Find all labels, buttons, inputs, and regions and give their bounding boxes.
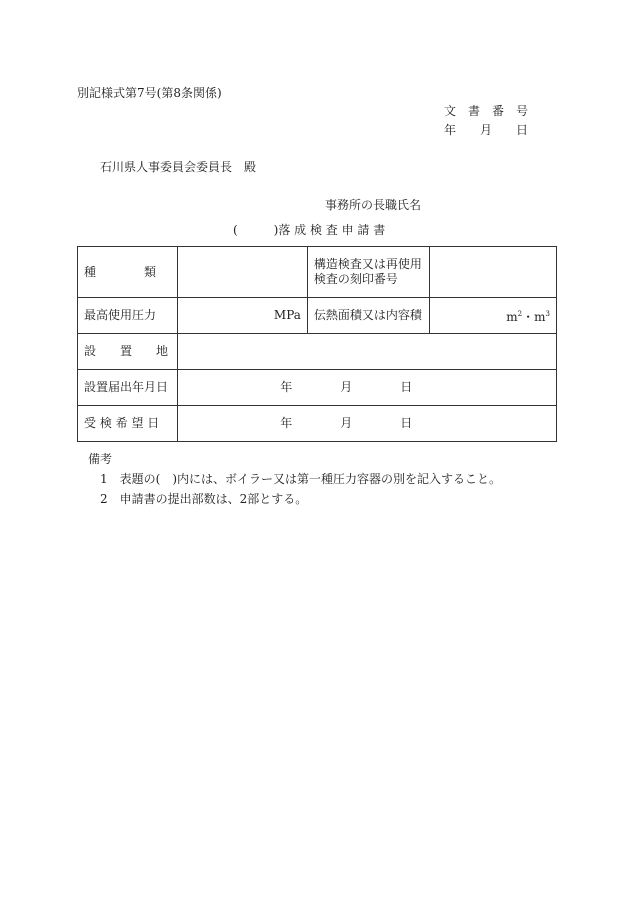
application-table [77, 246, 557, 442]
sender-name-label: 事務所の長職氏名 [325, 198, 422, 212]
month-label: 月 [340, 416, 353, 430]
notification-date-value [178, 370, 557, 406]
type-value [178, 247, 308, 298]
form-title: ( )落 成 検 査 申 請 書 [233, 223, 386, 237]
document-number-label: 文 書 番 号 [444, 104, 529, 118]
table-row-type [78, 247, 557, 298]
type-label: 種 類 [78, 247, 178, 298]
table-row-pressure [78, 298, 557, 334]
day-label: 日 [400, 416, 413, 430]
table-row-inspection-date [78, 406, 557, 442]
location-label: 設 置 地 [78, 334, 178, 370]
note-item-2: 2 申請書の提出部数は、2部とする。 [100, 492, 308, 506]
notes-heading: 備考 [88, 452, 113, 466]
heat-area-unit: $m^2$・$m^3$ [429, 298, 556, 334]
inspection-stamp-value [429, 247, 556, 298]
form-number: 別記様式第7号(第8条関係) [77, 86, 222, 100]
inspection-date-label: 受 検 希 望 日 [78, 406, 178, 442]
note-item-1: 1 表題の( )内には、ボイラー又は第一種圧力容器の別を記入すること。 [100, 472, 502, 486]
table-row-location [78, 334, 557, 370]
location-value [178, 334, 557, 370]
month-label: 月 [340, 380, 353, 394]
year-label: 年 [280, 416, 293, 430]
year-label: 年 [280, 380, 293, 394]
inspection-date-value [178, 406, 557, 442]
addressee: 石川県人事委員会委員長 殿 [100, 160, 257, 174]
inspection-stamp-label: 構造検査又は再使用 検査の刻印番号 [307, 247, 429, 298]
table-row-notification-date [78, 370, 557, 406]
heat-area-label: 伝熱面積又は内容積 [307, 298, 429, 334]
max-pressure-unit: MPa [178, 298, 308, 334]
notification-date-label: 設置届出年月日 [78, 370, 178, 406]
day-label: 日 [400, 380, 413, 394]
date-label: 年 月 日 [444, 123, 529, 137]
max-pressure-label: 最高使用圧力 [78, 298, 178, 334]
